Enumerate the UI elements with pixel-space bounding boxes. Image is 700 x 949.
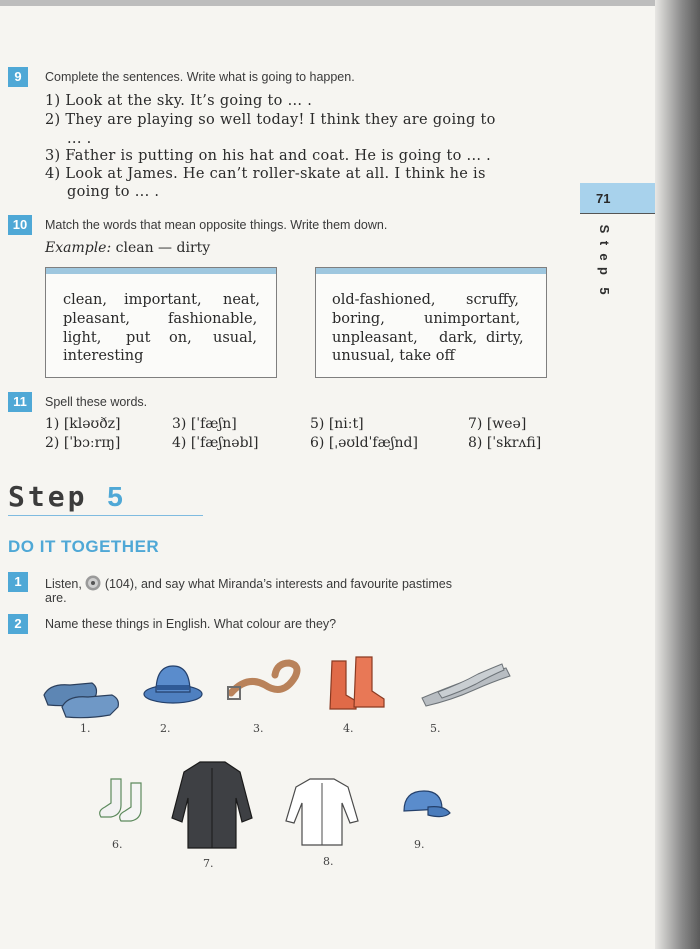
box2-word: boring,: [332, 311, 385, 327]
picture-label: 7.: [203, 857, 214, 870]
phonetic-item: 3) [ˈfæʃn]: [172, 416, 237, 432]
box1-word: light,: [63, 330, 102, 346]
step-word: Step: [8, 480, 88, 513]
task-1-text-before: Listen,: [45, 577, 82, 591]
picture-label: 6.: [112, 838, 123, 851]
boots-icon: [322, 655, 392, 715]
box1-word: important,: [124, 292, 202, 308]
box2-word: scruffy,: [466, 292, 520, 308]
task-1-instruction-cont: are.: [45, 591, 67, 605]
belt-icon: [225, 655, 305, 705]
exercise-9-number: 9: [8, 67, 28, 87]
phonetic-item: 6) [ˌəʊldˈfæʃnd]: [310, 435, 418, 451]
phonetic-item: 4) [ˈfæʃnəbl]: [172, 435, 259, 451]
page-number: 71: [596, 191, 611, 206]
box1-word: put: [126, 330, 151, 346]
box1-word: fashionable,: [168, 311, 258, 327]
box1-word: interesting: [63, 348, 144, 364]
phonetic-item: 8) [ˈskrʌfi]: [468, 435, 542, 451]
step-heading: [8, 480, 126, 513]
task-2-instruction: Name these things in English. What colour are they?: [45, 617, 337, 631]
box1-word: on,: [169, 330, 192, 346]
cap-icon: [398, 785, 453, 825]
phonetic-item: 2) [ˈbɔːrɪŋ]: [45, 435, 121, 451]
picture-label: 3.: [253, 722, 264, 735]
picture-label: 8.: [323, 855, 334, 868]
page-top-edge: [0, 0, 660, 6]
exercise-9-line-2: 2) They are playing so well today! I think they are going to: [45, 112, 496, 128]
exercise-9-line-1: 1) Look at the sky. It’s going to ... .: [45, 93, 313, 109]
picture-label: 1.: [80, 722, 91, 735]
exercise-10-number: 10: [8, 215, 32, 235]
phonetic-item: 7) [weə]: [468, 416, 527, 432]
box2-word: unimportant,: [424, 311, 521, 327]
tab-divider: [580, 213, 655, 214]
page-number-tab: [580, 183, 655, 213]
shirt-icon: [282, 775, 362, 850]
section-title: DO IT TOGETHER: [8, 537, 160, 556]
picture-label: 9.: [414, 838, 425, 851]
task-1-text-after: (104), and say what Miranda’s interests and favourite pastimes: [104, 577, 452, 591]
socks-icon: [95, 775, 155, 825]
box1-word: usual,: [213, 330, 258, 346]
box1-word: pleasant,: [63, 311, 131, 327]
step-underline: [8, 515, 203, 516]
task-2-number: 2: [8, 614, 28, 634]
box2-word: unusual, take off: [332, 348, 455, 364]
tights-icon: [416, 662, 516, 707]
picture-label: 2.: [160, 722, 171, 735]
exercise-10-example: [45, 240, 210, 256]
task-1-instruction: [45, 575, 452, 591]
box2-word: unpleasant,: [332, 330, 418, 346]
step-number: 5: [107, 481, 126, 512]
side-step-label: S t e p 5: [597, 224, 612, 295]
exercise-9-line-4: 4) Look at James. He can’t roller-skate at all. I think he is: [45, 166, 486, 182]
exercise-9-line-4-cont: going to ... .: [67, 184, 160, 200]
word-box-right: [315, 267, 547, 378]
exercise-9-instruction: Complete the sentences. Write what is going to happen.: [45, 70, 355, 84]
phonetic-item: 5) [niːt]: [310, 416, 364, 432]
book-gutter: [655, 0, 700, 949]
exercise-11-instruction: Spell these words.: [45, 395, 148, 409]
example-label: Example:: [45, 240, 112, 256]
task-1-number: 1: [8, 572, 28, 592]
hat-icon: [142, 658, 204, 708]
example-text: clean — dirty: [115, 240, 211, 256]
box1-word: neat,: [223, 292, 261, 308]
box2-word: dark,: [439, 330, 478, 346]
coat-icon: [170, 758, 255, 853]
exercise-9-line-3: 3) Father is putting on his hat and coat. He is going to ... .: [45, 148, 492, 164]
shoes-icon: [40, 665, 130, 720]
box2-word: dirty,: [486, 330, 524, 346]
exercise-10-instruction: Match the words that mean opposite things. Write them down.: [45, 218, 388, 232]
box2-word: old-fashioned,: [332, 292, 436, 308]
cd-audio-icon[interactable]: [85, 575, 101, 591]
exercise-9-line-2-cont: ... .: [67, 131, 92, 147]
picture-label: 4.: [343, 722, 354, 735]
phonetic-item: 1) [kləʊðz]: [45, 416, 121, 432]
box1-word: clean,: [63, 292, 107, 308]
exercise-11-number: 11: [8, 392, 32, 412]
picture-label: 5.: [430, 722, 441, 735]
word-box-left: [45, 267, 277, 378]
